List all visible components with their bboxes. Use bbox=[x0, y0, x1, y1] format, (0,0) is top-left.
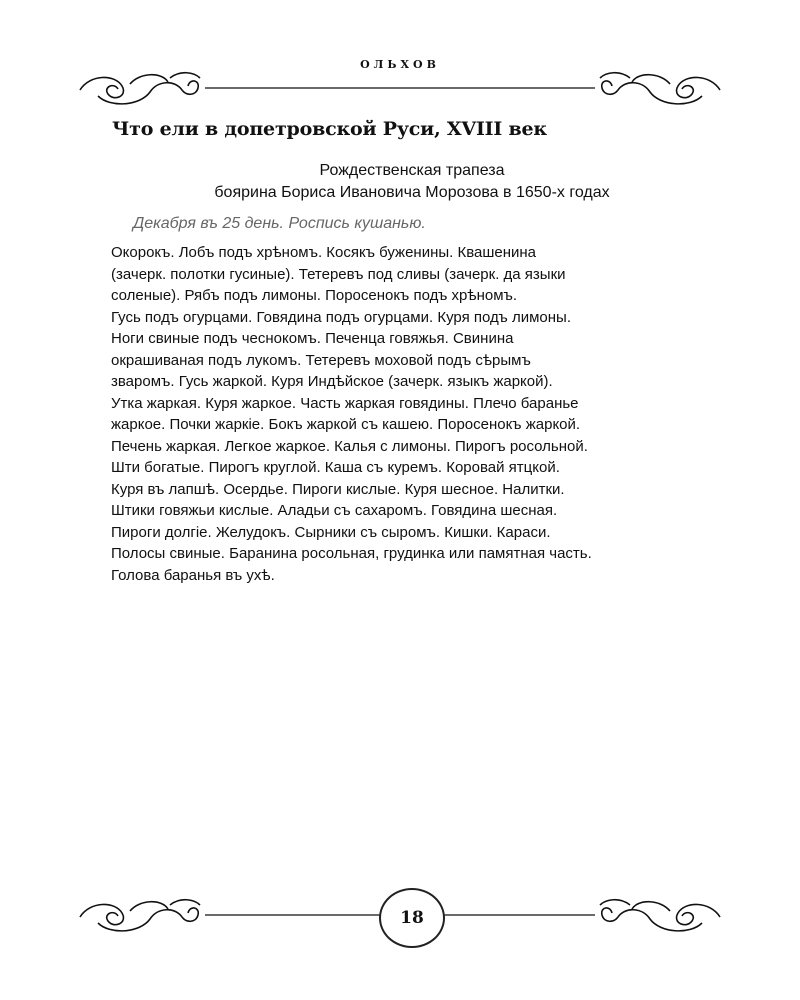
body-line: Голова баранья въ ухѣ. bbox=[111, 566, 275, 584]
running-head: ОЛЬХОВ bbox=[360, 58, 440, 71]
chapter-title: Что ели в допетровской Руси, XVIII век bbox=[112, 118, 547, 140]
body-line: окрашиваная подъ лукомъ. Тетеревъ моховой подъ сѣрымъ bbox=[111, 351, 531, 369]
body-line: Окорокъ. Лобъ подъ хрѣномъ. Косякъ буженины. Квашенина bbox=[111, 244, 537, 261]
body-line: Пироги долгіе. Желудокъ. Сырники съ сыромъ. Кишки. Караси. bbox=[111, 523, 551, 541]
body-line: жаркое. Почки жаркіе. Бокъ жаркой съ кашею. Поросенокъ жаркой. bbox=[111, 416, 581, 433]
top-ornament bbox=[70, 66, 730, 110]
body-line: соленые). Рябъ подъ лимоны. Поросенокъ подъ хрѣномъ. bbox=[111, 287, 518, 304]
body-line: зваромъ. Гусь жаркой. Куря Индѣйское (зачерк. языкъ жаркой). bbox=[111, 373, 553, 390]
page-number-frame bbox=[379, 888, 445, 948]
body-line: (зачерк. полотки гусиные). Тетеревъ под сливы (зачерк. да языки bbox=[111, 265, 566, 283]
body-line: Шти богатые. Пирогъ круглой. Каша съ куремъ. Коровай ятцкой. bbox=[111, 459, 560, 476]
body-line: Ноги свиные подъ чеснокомъ. Печенца говяжья. Свинина bbox=[111, 330, 514, 347]
body-text bbox=[111, 242, 711, 586]
epigraph: Декабря въ 25 день. Роспись кушанью. bbox=[133, 215, 426, 232]
page-number: 18 bbox=[400, 908, 424, 928]
section-subtitle-line-1: Рождественская трапеза bbox=[319, 162, 505, 179]
body-line: Печень жаркая. Легкое жаркое. Калья с лимоны. Пирогъ росольной. bbox=[111, 437, 588, 455]
body-line: Полосы свиные. Баранина росольная, грудинка или памятная часть. bbox=[111, 545, 592, 562]
body-line: Куря въ лапшѣ. Осердье. Пироги кислые. Куря шесное. Налитки. bbox=[111, 480, 565, 498]
section-subtitle-line-2: боярина Бориса Ивановича Морозова в 1650-х годах bbox=[214, 184, 610, 201]
body-line: Гусь подъ огурцами. Говядина подъ огурцами. Куря подъ лимоны. bbox=[111, 308, 571, 326]
body-line: Утка жаркая. Куря жаркое. Часть жаркая говядины. Плечо баранье bbox=[111, 394, 579, 412]
body-line: Штики говяжьи кислые. Аладьи съ сахаромъ. Говядина шесная. bbox=[111, 502, 558, 519]
